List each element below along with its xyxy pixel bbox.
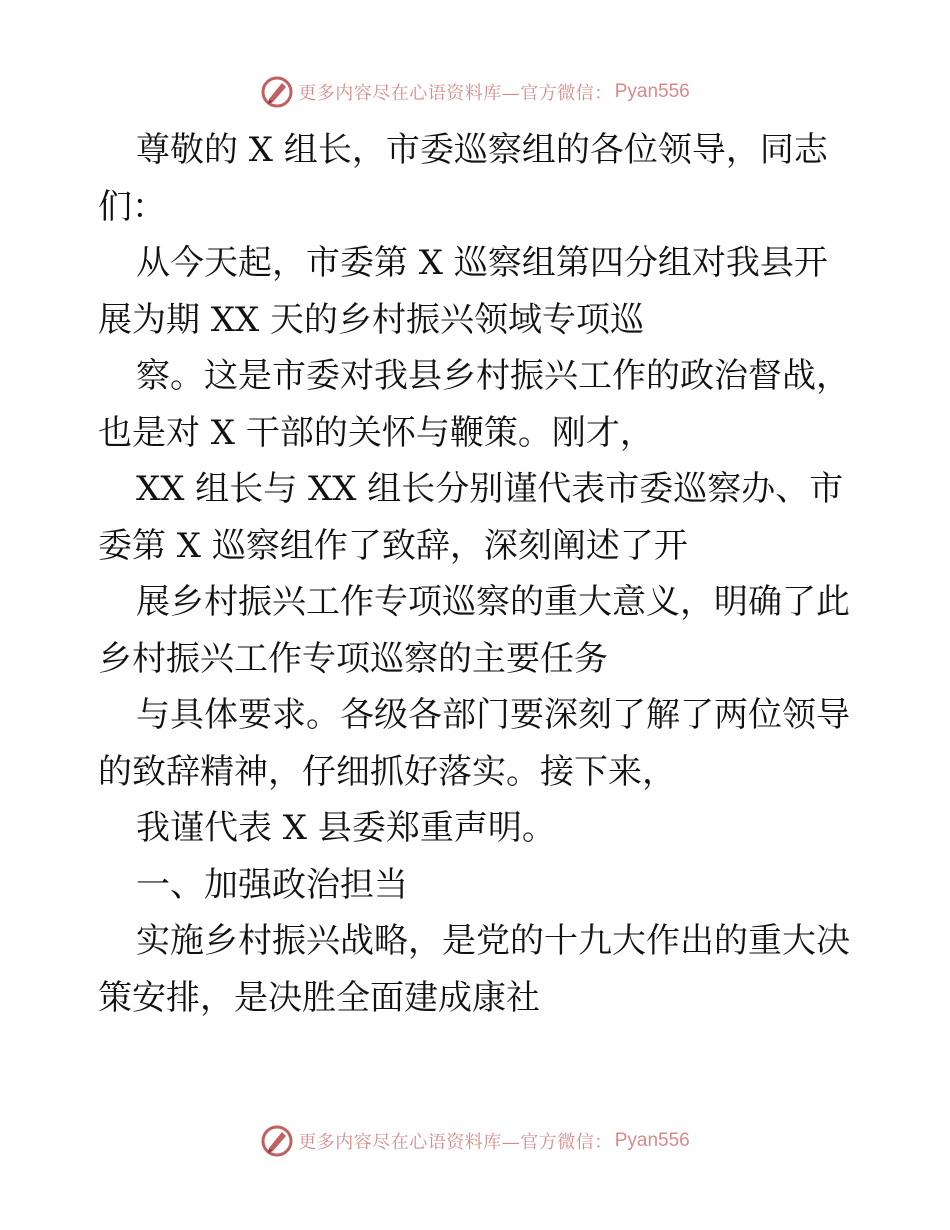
watermark-account: Pyan556	[614, 1130, 690, 1151]
pen-circle-logo-icon	[260, 1124, 294, 1158]
paragraph-line: 展为期 XX 天的乡村振兴领域专项巡	[98, 299, 645, 340]
paragraph	[98, 913, 858, 1026]
paragraph-line: 我谨代表 X 县委郑重声明。	[136, 808, 556, 848]
watermark-inner	[260, 75, 690, 109]
watermark-text: 更多内容尽在心语资料库—官方微信：	[298, 83, 613, 104]
paragraph-line: 一、加强政治担当	[136, 864, 408, 905]
paragraph-line: 实施乡村振兴战略，是党的十九大作出的重大决	[136, 921, 850, 961]
watermark-inner	[260, 1124, 690, 1158]
watermark-account: Pyan556	[614, 81, 690, 102]
paragraph-line: 乡村振兴工作专项巡察的主要任务	[98, 638, 608, 679]
paragraph	[98, 122, 858, 235]
paragraph-line: 策安排，是决胜全面建成康社	[98, 977, 540, 1018]
watermark-header	[0, 72, 950, 112]
paragraph-line: 展乡村振兴工作专项巡察的重大意义，明确了此	[136, 582, 850, 622]
paragraph	[98, 235, 858, 348]
paragraph-line: 察。这是市委对我县乡村振兴工作的政治督战，	[136, 356, 850, 396]
document-body	[98, 122, 858, 1026]
paragraph-line: 委第 X 巡察组作了致辞，深刻阐述了开	[98, 525, 688, 566]
paragraph	[98, 461, 858, 574]
paragraph-line: 从今天起，市委第 X 巡察组第四分组对我县开	[136, 243, 828, 283]
watermark-text: 更多内容尽在心语资料库—官方微信：	[298, 1132, 613, 1153]
paragraph-line: XX 组长与 XX 组长分别谨代表市委巡察办、市	[136, 469, 844, 509]
paragraph	[98, 857, 858, 914]
paragraph-line: 的致辞精神，仔细抓好落实。接下来，	[98, 751, 676, 792]
paragraph	[98, 800, 858, 857]
watermark-footer	[0, 1121, 950, 1161]
paragraph	[98, 348, 858, 461]
paragraph-line: 与具体要求。各级各部门要深刻了解了两位领导	[136, 695, 850, 735]
pen-circle-logo-icon	[260, 75, 294, 109]
paragraph-line: 尊敬的 X 组长，市委巡察组的各位领导，同志	[136, 130, 828, 170]
paragraph-line: 们：	[98, 186, 166, 227]
paragraph	[98, 687, 858, 800]
paragraph-line: 也是对 X 干部的关怀与鞭策。刚才，	[98, 412, 654, 453]
paragraph	[98, 574, 858, 687]
